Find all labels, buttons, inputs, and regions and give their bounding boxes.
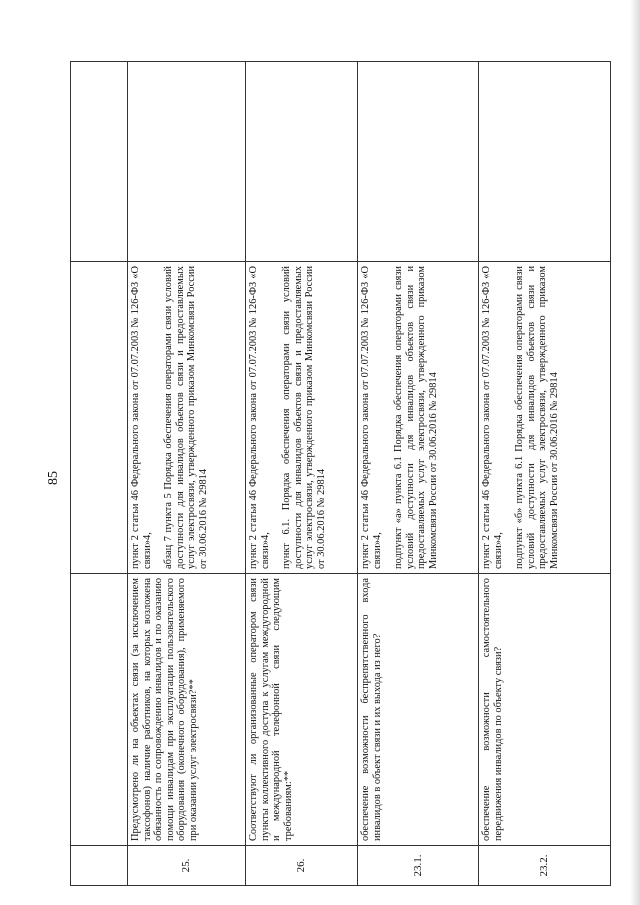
legal-basis-cell [71, 262, 128, 574]
table-row [71, 62, 128, 886]
question-cell: обеспечение возможности беспрепятственного входа инвалидов в объект связи и их выхода из него? [358, 574, 479, 846]
answer-cell [358, 62, 479, 262]
legal-basis-cell [358, 262, 479, 574]
legal-basis-paragraph: абзац 7 пункта 5 Порядка обеспечения операторами связи условий доступности для инвалидов объектов связи и предоставляемых услуг электросвязи, утвержденного приказом Минкомсвязи России от 30.06.2016 № 29814 [163, 266, 209, 569]
table-row [128, 62, 246, 886]
legal-basis-cell [246, 262, 358, 574]
legal-basis-paragraph: пункт 2 статьи 46 Федерального закона от 07.07.2003 № 126-ФЗ «О связи»4, [130, 266, 153, 569]
table-row [358, 62, 479, 886]
question-cell: Предусмотрено ли на объектах связи (за исключением таксофонов) наличие работников, на которых возложена обязанность по сопровождению инвалидов и по оказанию помощи инвалидам при эксплуатации пользовательского оборудования (оконечного оборудования), применяемого при оказании услуг электросвязи?** [128, 574, 246, 846]
answer-cell [128, 62, 246, 262]
row-number-cell: 25. [128, 846, 246, 886]
question-cell [71, 574, 128, 846]
rotated-table-container [70, 62, 610, 886]
answer-cell [246, 62, 358, 262]
checklist-table [70, 61, 611, 886]
table-row [479, 62, 611, 886]
legal-basis-paragraph: подпункт «а» пункта 6.1 Порядка обеспечения операторами связи условий доступности для инвалидов объектов связи и предоставляемых услуг электросвязи, утвержденного приказом Минкомсвязи России от 30.06.2016 № 29814 [393, 266, 439, 569]
question-cell: Соответствуют ли организованные оператором связи пункты коллективного доступа к услугам междугородной и международной телефонной связи следующим требованиям:** [246, 574, 358, 846]
table-row [246, 62, 358, 886]
page-number: 85 [46, 471, 61, 485]
checklist-table-frame [70, 62, 610, 886]
row-number-cell [71, 846, 128, 886]
legal-basis-paragraph: пункт 2 статьи 46 Федерального закона от 07.07.2003 № 126-ФЗ «О связи»4, [248, 266, 271, 569]
legal-basis-cell [128, 262, 246, 574]
answer-cell [479, 62, 611, 262]
row-number-cell: 23.2. [479, 846, 611, 886]
legal-basis-paragraph: пункт 2 статьи 46 Федерального закона от 07.07.2003 № 126-ФЗ «О связи»4, [360, 266, 383, 569]
question-cell: обеспечение возможности самостоятельного передвижения инвалидов по объекту связи? [479, 574, 611, 846]
legal-basis-paragraph: пункт 2 статьи 46 Федерального закона от 07.07.2003 № 126-ФЗ «О связи»4, [481, 266, 504, 569]
answer-cell [71, 62, 128, 262]
row-number-cell: 23.1. [358, 846, 479, 886]
legal-basis-cell [479, 262, 611, 574]
scan-edge-shadow [630, 0, 640, 905]
legal-basis-paragraph: пункт 6.1. Порядка обеспечения операторами связи условий доступности для инвалидов объектов связи и предоставляемых услуг электросвязи, утвержденного приказом Минкомсвязи России от 30.06.2016 № 29814 [281, 266, 327, 569]
row-number-cell: 26. [246, 846, 358, 886]
legal-basis-paragraph: подпункт «б» пункта 6.1 Порядка обеспечения операторами связи условий доступности для инвалидов объектов связи и предоставляемых услуг электросвязи, утвержденного приказом Минкомсвязи России от 30.06.2016 № 29814 [514, 266, 560, 569]
